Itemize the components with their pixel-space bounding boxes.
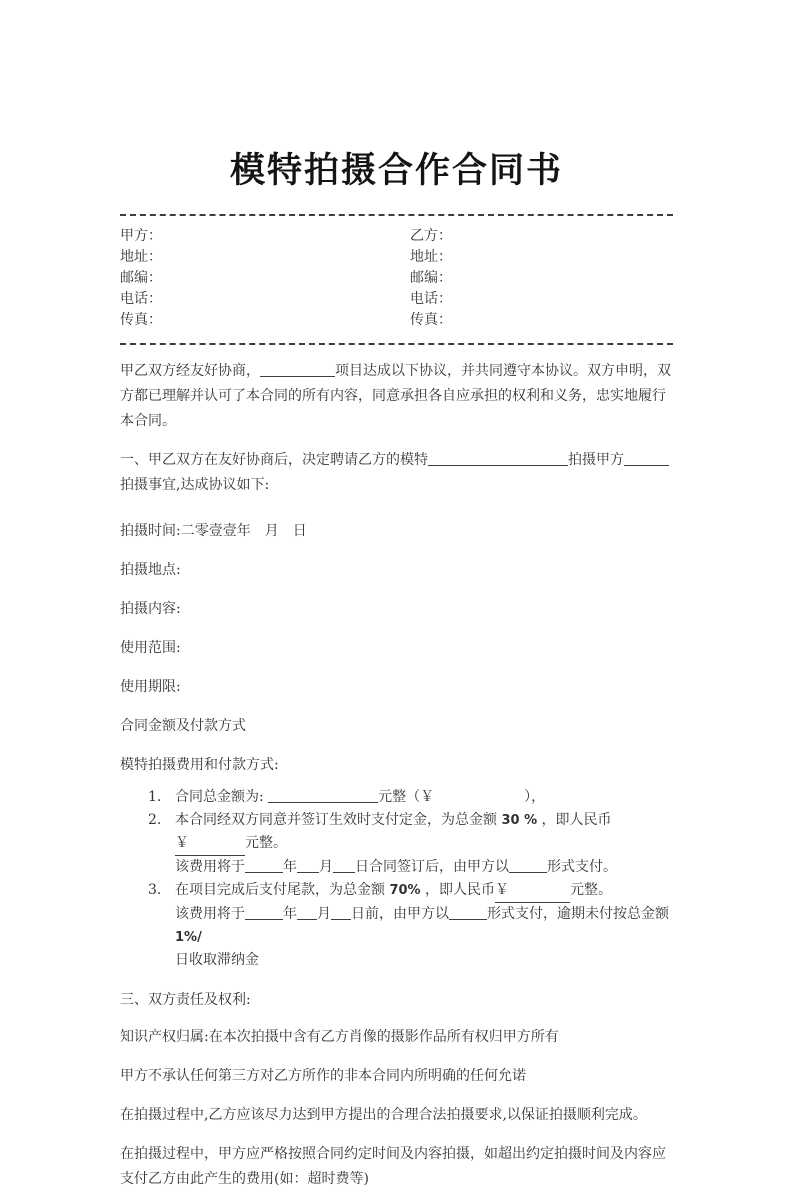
dashed-separator-bottom xyxy=(120,343,673,345)
total-amount-blank xyxy=(268,790,378,803)
item-2-text-c: 元整。 xyxy=(245,835,287,851)
party-a-postcode-label: 邮编： xyxy=(120,270,162,286)
item-3-text-a: 在项目完成后支付尾款，为总金额 xyxy=(175,882,390,898)
deposit-year-blank xyxy=(245,860,283,873)
late-fee-percent: 1%/ xyxy=(175,930,202,945)
party-row xyxy=(120,226,673,247)
item-3-text-d2: 年 xyxy=(283,906,297,922)
party-b-label: 乙方： xyxy=(410,228,452,244)
yuan-sign: ￥ xyxy=(420,789,435,805)
item-2-line-2 xyxy=(175,856,673,879)
field-usage-term: 使用期限: xyxy=(120,679,181,695)
payment-subheading: 模特拍摄费用和付款方式: xyxy=(120,757,279,773)
party-row xyxy=(120,310,673,331)
intro-text-b: 项目达成以下协议，并共同遵守本协议。双方申明，双方都已理解并认可了本合同的所有内容，同意承担各自应承担的权利和义务，忠实地履行本合同。 xyxy=(120,363,671,429)
item-2-text-a: 本合同经双方同意并签订生效时支付定金，为总金额 xyxy=(175,812,502,828)
item-3-text-d4: 日前，由甲方以 xyxy=(351,906,449,922)
item-1-number: 1. xyxy=(148,789,162,805)
item-3-text-d6: 日收取滞纳金 xyxy=(175,952,259,968)
payment-item-2 xyxy=(148,809,673,879)
item-3-body xyxy=(175,879,673,972)
deposit-month-blank xyxy=(297,860,319,873)
item-2-text-d3: 月 xyxy=(319,859,333,875)
item-2-number: 2. xyxy=(148,812,162,828)
item-2-text-d5: 形式支付。 xyxy=(547,859,617,875)
payment-item-3 xyxy=(148,879,673,972)
item-1-body xyxy=(175,786,673,809)
party-a-fax-label: 传真： xyxy=(120,312,162,328)
party-b-phone-label: 电话： xyxy=(410,291,452,307)
balance-month-blank xyxy=(297,907,317,920)
item-3-text-d3: 月 xyxy=(317,906,331,922)
item-3-text-b: ，即人民币 xyxy=(420,882,496,898)
section-3-heading: 三、双方责任及权利: xyxy=(120,992,251,1008)
item-3-text-d1: 该费用将于 xyxy=(175,906,245,922)
item-2-text-d1: 该费用将于 xyxy=(175,859,245,875)
field-usage-scope: 使用范围: xyxy=(120,640,181,656)
project-name-blank xyxy=(260,364,335,377)
item-2-text-b: ，即人民币 xyxy=(537,812,612,828)
item-3-text-d5: 形式支付，逾期未付按总金额 xyxy=(487,906,669,922)
party-b-postcode-label: 邮编： xyxy=(410,270,452,286)
field-shoot-time: 拍摄时间:二零壹壹年 月 日 xyxy=(120,523,307,539)
item-3-line-1 xyxy=(175,879,673,903)
amount-figure-gap xyxy=(434,788,524,801)
payment-item-1 xyxy=(148,786,673,809)
party-b-address-label: 地址： xyxy=(410,249,452,265)
deposit-method-blank xyxy=(509,860,547,873)
clause-1-text-c: 拍摄事宜,达成协议如下: xyxy=(120,477,270,493)
party-row xyxy=(120,247,673,268)
payment-list xyxy=(148,786,673,972)
item-1-text-c: ）， xyxy=(524,789,546,805)
item-2-body xyxy=(175,809,673,879)
liability-paragraph-ip: 知识产权归属:在本次拍摄中含有乙方肖像的摄影作品所有权归甲方所有 xyxy=(120,1029,559,1045)
payment-heading: 合同金额及付款方式 xyxy=(120,718,246,734)
liability-paragraph-third-party: 甲方不承认任何第三方对乙方所作的非本合同内所明确的任何允诺 xyxy=(120,1068,526,1084)
party-row xyxy=(120,268,673,289)
item-2-text-d4: 日合同签订后，由甲方以 xyxy=(355,859,509,875)
item-3-line-2 xyxy=(175,903,673,949)
liability-paragraph-overtime: 在拍摄过程中，甲方应严格按照合同约定时间及内容拍摄，如超出约定拍摄时间及内容应支付乙方由此产生的费用(如：超时费等) xyxy=(120,1146,666,1187)
party-a-phone-label: 电话： xyxy=(120,291,162,307)
deposit-percent: 30 % xyxy=(501,813,538,828)
intro-paragraph xyxy=(120,359,673,434)
item-3-number: 3. xyxy=(148,882,162,898)
balance-day-blank xyxy=(331,907,351,920)
clause-1-text-a: 一、甲乙双方在友好协商后，决定聘请乙方的模特 xyxy=(120,452,428,468)
field-shoot-location: 拍摄地点: xyxy=(120,562,181,578)
party-a-label: 甲方： xyxy=(120,228,162,244)
item-2-line-1 xyxy=(175,809,673,856)
item-1-text-b: 元整（ xyxy=(378,789,421,805)
intro-text-a: 甲乙双方经友好协商， xyxy=(120,363,260,379)
document-title: 模特拍摄合作合同书 xyxy=(229,151,563,191)
party-b-fax-label: 传真： xyxy=(410,312,452,328)
liability-paragraph-model-duty: 在拍摄过程中,乙方应该尽力达到甲方提出的合理合法拍摄要求,以保证拍摄顺利完成。 xyxy=(120,1107,647,1123)
parties-block xyxy=(120,216,673,343)
party-a-address-label: 地址： xyxy=(120,249,162,265)
party-row xyxy=(120,289,673,310)
item-2-text-d2: 年 xyxy=(283,859,297,875)
item-3-text-c: 元整。 xyxy=(570,882,613,898)
shoot-subject-blank xyxy=(624,453,669,466)
balance-year-blank xyxy=(245,907,283,920)
balance-amount-blank: ￥ xyxy=(495,879,570,903)
model-name-blank xyxy=(428,453,568,466)
deposit-amount-blank: ￥ xyxy=(175,832,245,856)
item-1-text-a: 合同总金额为: xyxy=(175,789,269,805)
field-shoot-content: 拍摄内容: xyxy=(120,601,181,617)
balance-percent: 70% xyxy=(389,883,421,898)
deposit-day-blank xyxy=(333,860,355,873)
item-3-line-3 xyxy=(175,949,673,972)
clause-1-paragraph xyxy=(120,448,673,498)
clause-1-text-b: 拍摄甲方 xyxy=(568,452,624,468)
balance-method-blank xyxy=(449,907,487,920)
